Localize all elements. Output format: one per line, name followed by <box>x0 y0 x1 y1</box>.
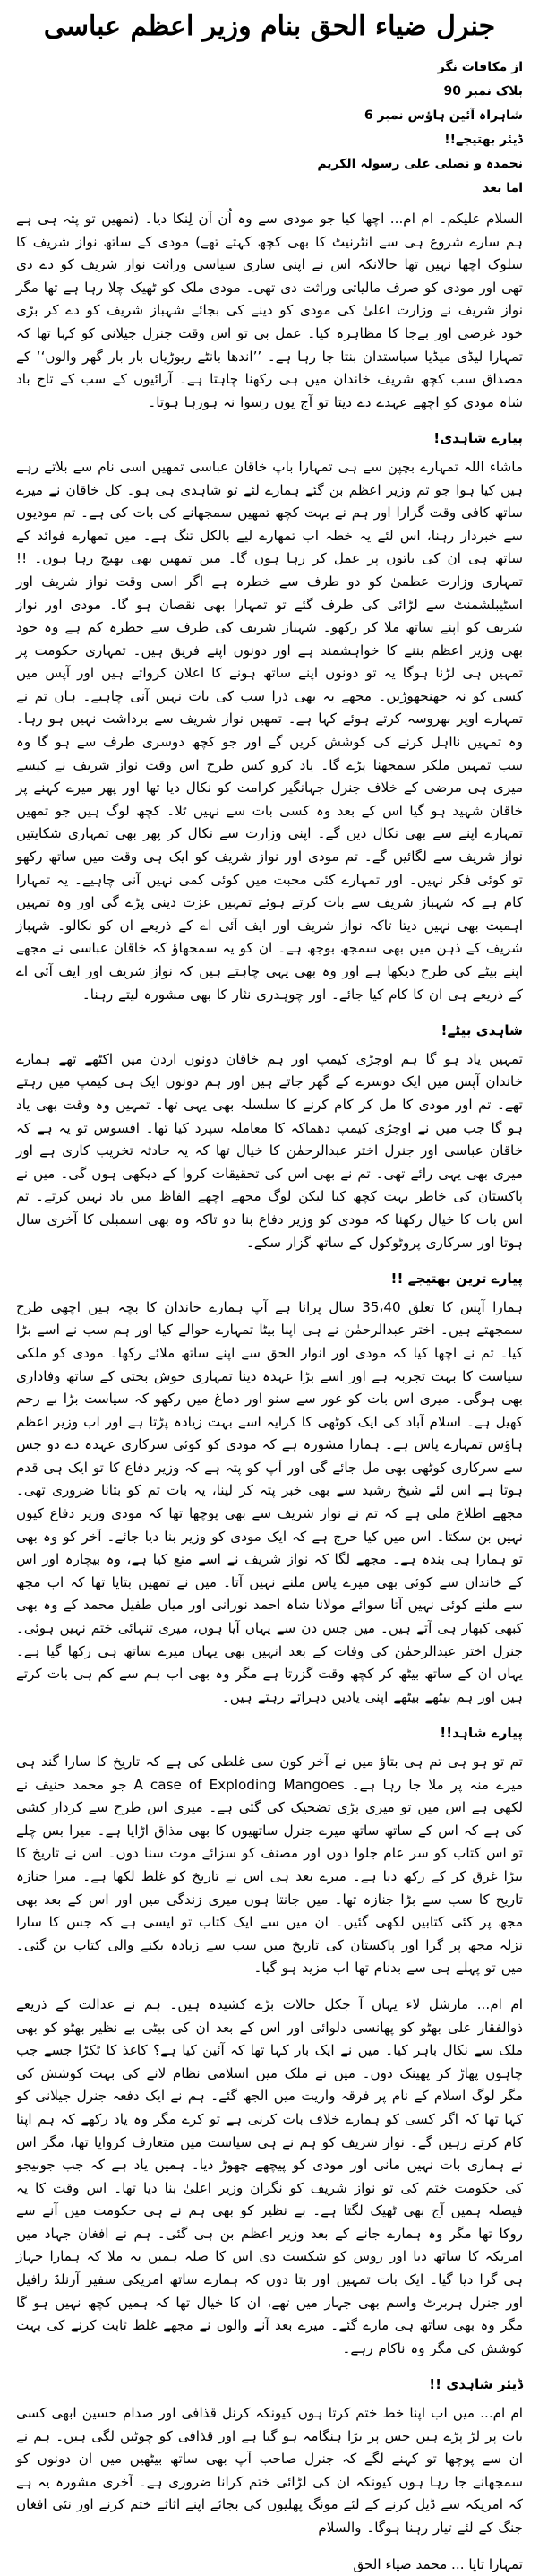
address-line: نحمدہ و نصلی علی رسولہ الکریم <box>317 157 523 171</box>
address-block <box>16 56 523 201</box>
address-line: شاہراہ آئین ہاؤس نمبر 6 <box>364 108 523 123</box>
salutation: پیارے شاہد!! <box>440 1725 523 1742</box>
address-line: بلاک نمبر 90 <box>443 84 523 99</box>
paragraph: ام ام... میں اب اپنا خط ختم کرتا ہوں کیونکہ کرنل قذافی اور صدام حسین ابھی کسی بات پر لڑ پڑے ہیں جس پر بڑا ہنگامہ ہو گیا ہے اور قذافی کو چوٹیں لگی ہیں۔ ہم نے ان سے پوچھا تو کہنے لگے کہ جنرل صاحب آپ بھی ساتھ بیٹھیں میں ان دونوں کو سمجھانے جا رہا ہوں کیونکہ ان کی لڑائی ختم کرانا ضروری ہے۔ آخری مشورہ یہ ہے کہ امریکہ سے ڈیل کرنے کے لئے مونگ پھلیوں کی بجائے اپنے اثاثے ختم کرنے اور نئی افغان جنگ کے لئے تیار رہنا ہوگا۔ والسلام <box>16 2405 523 2536</box>
paragraph: ام ام... مارشل لاء یہاں آ جکل حالات بڑے کشیدہ ہیں۔ ہم نے عدالت کے ذریعے ذوالفقار علی بھٹو کو پھانسی دلوائی اور اس کے بعد ان کی بیٹی بے نظیر بھٹو کو بھی ملک سے نکال باہر کیا۔ میں نے ایک بار کہا تھا کہ آئین کیا ہے؟ کاغذ کا ٹکڑا جسے جب چاہوں پھاڑ کر پھینک دوں۔ میں نے ملک میں اسلامی نظام لانے کی بہت کوشش کی مگر لوگ اسلام کے نام پر فرقہ واریت میں الجھ گئے۔ ہم نے ایک دفعہ جنرل جیلانی کو کہا تھا کہ اگر کسی کو ہمارے خلاف بات کرنی ہے تو کرے مگر وہ یاد رکھے کہ ہم اپنا کام کرتے رہیں گے۔ نواز شریف کو ہم نے ہی سیاست میں متعارف کروایا تھا، مگر اس نے ہماری بات نہیں مانی اور مودی کو پیچھے چھوڑ دیا۔ ہمیں یاد ہے کہ جب جونیجو کی حکومت ختم کی تو نواز شریف کو نگران وزیر اعلیٰ بنا دیا تھا۔ اس وقت کا یہ فیصلہ ہمیں آج بھی ٹھیک لگتا ہے۔ بے نظیر کو بھی ہم نے ہی حکومت میں آنے سے روکا تھا مگر وہ ہمارے جانے کے بعد وزیر اعظم بن ہی گئی۔ ہم نے افغان جہاد میں امریکہ کا ساتھ دیا اور روس کو شکست دی اس کا صلہ ہمیں یہ ملا کہ ہمارا جہاز ہی گرا دیا گیا۔ ایک بات تمہیں اور بتا دوں کہ ہمارے ساتھ امریکی سفیر آرنلڈ رافیل اور جنرل ہربرٹ واسم بھی جہاز میں تھے، ان کا خیال تھا کہ ہمیں کچھ نہیں ہو گا مگر وہ بھی ساتھ ہی مارے گئے۔ میرے بعد آنے والوں نے مجھے غلط ثابت کرنے کی بہت کوشش کی مگر وہ ناکام رہے۔ <box>16 1995 523 2356</box>
paragraph: ماشاء اللہ تمہارے بچپن سے ہی تمہارا باپ خاقان عباسی تمھیں اسی نام سے بلاتے رہے ہیں کیا ہوا جو تم وزیر اعظم بن گئے ہمارے لئے تو شاہدی ہی ہو۔ کل خاقان نے میرے ساتھ کافی وقت گزارا اور ہم نے بہت کچھ تمھیں سمجھانے کی بات کی ہے۔ تم مودیوں سے خبردار رہنا، اس لئے یہ خطہ اب تمھارے لیے بالکل تنگ ہے۔ میں تمھارے فوائد کے ساتھ ہی ان کی باتوں پر عمل کر رہا ہوں گا۔ میں تمھیں بھی بھیج رہا ہوں۔ !! تمہاری وزارت عظمیٰ کو دو طرف سے خطرہ ہے اگر اسی وقت نواز شریف اور اسٹیبلشمنٹ سے لڑائی کی طرف گئے تو تمہارا بھی نقصان ہو گا۔ مودی اور نواز شریف کو اپنے ساتھ ملا کر رکھو۔ شہباز شریف کی طرف سے خطرہ کم ہے وہ خود بھی وزیر اعظم بننے کا خواہشمند ہے اور دونوں اپنے فریق ہیں۔ تمہاری حکومت پر تمہیں ہی لڑنا ہوگا یہ تو دونوں اپنے ساتھ ہونے کا اعلان کرواتے ہیں اور آپس میں کسی کو نہ جھنجھوڑیں۔ مجھے یہ بھی ذرا سب کی بات نہیں آنی چاہیے۔ ہاں تم نے تمہارے اوپر بھروسہ کرتے ہوئے کہا ہے۔ تمھیں نواز شریف سے برداشت نہیں ہو رہا۔ وہ تمہیں نااہل کرنے کی کوشش کریں گے اور جو کچھ دوسری طرف سے ہو گا وہ سب تمہیں ملکر سمجھنا پڑے گا۔ یاد کرو کس طرح اس وقت نواز شریف نے کیسے میری ہی مرضی کے خلاف جنرل جہانگیر کرامت کو نکال دیا تھا اور پھر میرے کہنے پر خاقان شہید ہو گیا اس کے بعد وہ کسی بات سے نہیں ٹلا۔ کچھ لوگ ہیں جو تمھیں تمہارے اپنے سے بھی نکال دیں گے۔ اپنی وزارت سے نکال کر پھر بھی تمہاری شکایتیں نواز شریف سے لگائیں گے۔ تم مودی اور نواز شریف کو ایک ہی وقت میں ساتھ رکھو تو کوئی فکر نہیں۔ اور تمہارے کئی محبت میں کوئی کمی نہیں آنی چاہیے۔ یہ تمہارا کام ہے کہ شہباز شریف سے بات کرتے ہوئے تمہیں عزت دینی پڑے گی اور وہ تمہیں اہمیت بھی نہیں دیتا تاکہ نواز شریف اور ایف آئی اے کے ذریعے ان کو نکالو۔ شہباز شریف کے ذہن میں بھی سمجھ بوجھ ہے۔ ان کو یہ سمجھاؤ کہ خاقان عباسی نے مجھے اپنے بیٹے کی طرح دیکھا ہے اور وہ بھی یہی چاہتے ہیں کہ نواز شریف اور ایف آئی اے کے ذریعے ہی ان کا کام کیا جائے۔ اور چوہدری نثار کا بھی مشورہ لیتے رہنا۔ <box>16 458 523 1003</box>
salutation: شاہدی بیٹے! <box>441 1022 523 1039</box>
signature-line: تمہارا تایا ... محمد ضیاء الحق <box>353 2555 523 2572</box>
address-line: اما بعد <box>483 181 523 195</box>
salutation: ڈیئر شاہدی !! <box>429 2376 523 2393</box>
salutation: پیارے شاہدی! <box>433 430 523 447</box>
address-line: از مکافات نگر <box>437 60 523 74</box>
salutation: پیارے ترین بھتیجے !! <box>390 1271 523 1288</box>
page-title: جنرل ضیاء الحق بنام وزیر اعظم عباسی <box>43 11 496 42</box>
paragraph: ہمارا آپس کا تعلق 35،40 سال پرانا ہے آپ ہمارے خاندان کا بچہ ہیں اچھی طرح سمجھتے ہیں۔ اختر عبدالرحمٰن نے ہی اپنا بیٹا تمہارے حوالے کیا اور ہم سب نے اسے بڑا کیا۔ تم نے اچھا کیا کہ مودی اور انوار الحق سے اپنے ساتھ ملائے رکھا۔ مودی کو ملکی سیاست کا بہت تجربہ ہے اور اسے بڑا عہدہ دینا تمہاری خوش بختی کے ساتھ وفاداری بھی ہوگی۔ میری اس بات کو غور سے سنو اور دماغ میں رکھو کہ سیاست بڑا بے رحم کھیل ہے۔ اسلام آباد کی ایک کوٹھی کا کرایہ اسے بہت زیادہ پڑتا ہے اور اب وزیر اعظم ہاؤس تمہارے پاس ہے۔ ہمارا مشورہ ہے کہ مودی کو کوئی سرکاری عہدہ دے دو جس سے سرکاری کوٹھی بھی مل جائے گی اور آپ کو پتہ ہے کہ وزیر دفاع کا تو ایک ہی قدم ہوتا ہے اس لئے شیخ رشید سے بھی خبر پتہ کر لینا، یہ بات تم کو بتانا ضروری تھی۔ مجھے اطلاع ملی ہے کہ تم نے نواز شریف سے بھی پوچھا تھا کہ مودی وزیر دفاع کیوں نہیں بن سکتا۔ اس میں کیا حرج ہے کہ ایک مودی کو وزیر بنا دیا جائے۔ آخر کو وہ بھی تو ہمارا ہی بندہ ہے۔ مجھے لگا کہ نواز شریف نے اسے منع کیا ہے، وہ بیچارہ اور اس کے خاندان سے کوئی بھی میرے پاس ملنے نہیں آتا۔ میں نے تمھیں بتایا تھا کہ اب مجھ سے ملنے کوئی نہیں آتا سوائے مولانا شاہ احمد نورانی اور میاں طفیل محمد کے وہ بھی کبھی کبھار ہی آتے ہیں۔ میں جس دن سے یہاں آیا ہوں، میری تنہائی ختم نہیں ہوئی۔ جنرل اختر عبدالرحمٰن کی وفات کے بعد انہیں بھی یہاں میرے ساتھ ہی رکھا گیا ہے۔ یہاں ان کے ساتھ بیٹھ کر کچھ وقت گزرتا ہے مگر وہ بھی اب ہم سے کم ہی بات کرتے ہیں اور ہم بیٹھے بیٹھے اپنی یادیں دہراتے رہتے ہیں۔ <box>16 1298 524 1705</box>
paragraph: تمہیں یاد ہو گا ہم اوجڑی کیمپ اور ہم خاقان دونوں اردن میں اکٹھے تھے ہمارے خاندان آپس میں ایک دوسرے کے گھر جاتے ہیں اور ہم دونوں ایک ہی کیمپ میں رہتے تھے۔ تم اور مودی کا مل کر کام کرنے کا سلسلہ بھی یہی تھا۔ تمہیں وہ وقت بھی یاد ہو گا جب میں نے اوجڑی کیمپ دھماکہ کا معاملہ سپرد کیا تھا۔ افسوس تو یہ ہے کہ خاقان عباسی اور جنرل اختر عبدالرحمٰن کا خیال تھا کہ یہ حادثہ تخریب کاری ہے اور میری بھی یہی رائے تھی۔ تم نے بھی اس کی تحقیقات کروا کے دیکھی ہوں گی۔ میں نے پاکستان کی خاطر بہت کچھ کیا لیکن لوگ مجھے اچھے الفاظ میں یاد نہیں کرتے۔ تم اس بات کا خیال رکھنا کہ مودی کو وزیر دفاع بنا دو تاکہ وہ بھی اسمبلی کا آخری سال ہوتا اور سرکاری پروٹوکول کے ساتھ گزار سکے۔ <box>16 1050 523 1251</box>
paragraph: السلام علیکم۔ ام ام... اچھا کیا جو مودی سے وہ اُن آن لِنکا دیا۔ (تمھیں تو پتہ ہی ہے ہم سارے شروع ہی سے انٹرنیٹ کا بھی کچھ کہتے تھے) مودی کے ساتھ نواز شریف کا سلوک اچھا نہیں تھا حالانکہ اس نے اپنی ساری سیاسی وراثت نواز شریف کو دے دی تھی اور مودی کو صرف مالیاتی وراثت دی تھی۔ مودی ملک کو ٹھیک چلا رہا ہے تھا مگر نواز شریف نے وزارت اعلیٰ کی مودی کو دینے کی بجائے شہباز شریف کو دے کر بڑی خود غرضی اور بےجا کا مظاہرہ کیا۔ عمل بی تو اس وقت جنرل جیلانی کو کہا تھا کہ تمہارا لیڈی میڈیا سیاستدان بنتا جا رہا ہے۔ ’’اندھا بانٹے ریوڑیاں بار بار گھر والوں‘‘ کے مصداق سب کچھ شریف خاندان میں ہی رکھنا چاہتا ہے۔ آرائیوں کے سب کے تاج باد شاہ مودی کو اچھے عہدے دے دیتا تو آج یوں رسوا نہ ہورہا ہوتا۔ <box>16 211 523 410</box>
address-line: ڈیئر بھتیجے!! <box>444 133 523 147</box>
paragraph: تم تو ہو ہی تم ہی بتاؤ میں نے آخر کون سی غلطی کی ہے کہ تاریخ کا سارا گند ہی میرے منہ پر ملا جا رہا ہے۔ A case of Exploding Mangoes جو محمد حنیف نے لکھی ہے اس میں تو میری بڑی تضحیک کی گئی ہے۔ میری اس طرح سے کردار کشی کی ہے کہ اس کے ساتھ ساتھ میرے جنرل ساتھیوں کا بھی مذاق اڑایا ہے۔ میرا بس چلے تو اس کتاب کو سر عام جلوا دوں اور مصنف کو سزائے موت سنا دوں۔ اس نے تاریخ کا بیڑا غرق کر کے رکھ دیا ہے۔ میرے بعد ہی اس نے تاریخ کو غلط لکھا ہے۔ میرا جنازہ تاریخ کا سب سے بڑا جنازہ تھا۔ میں جانتا ہوں میری زندگی میں اور اس کے بعد بھی مجھ پر کئی کتابیں لکھی گئیں۔ ان میں سے ایک کتاب تو ایسی ہے کہ جس کا سارا نزلہ مجھ پر گرا اور پاکستان کی تاریخ میں سب سے زیادہ بکنے والی کتاب بن گئی۔ میں تو پہلے ہی سے بدنام تھا اب مزید ہو گیا۔ <box>16 1753 523 1977</box>
